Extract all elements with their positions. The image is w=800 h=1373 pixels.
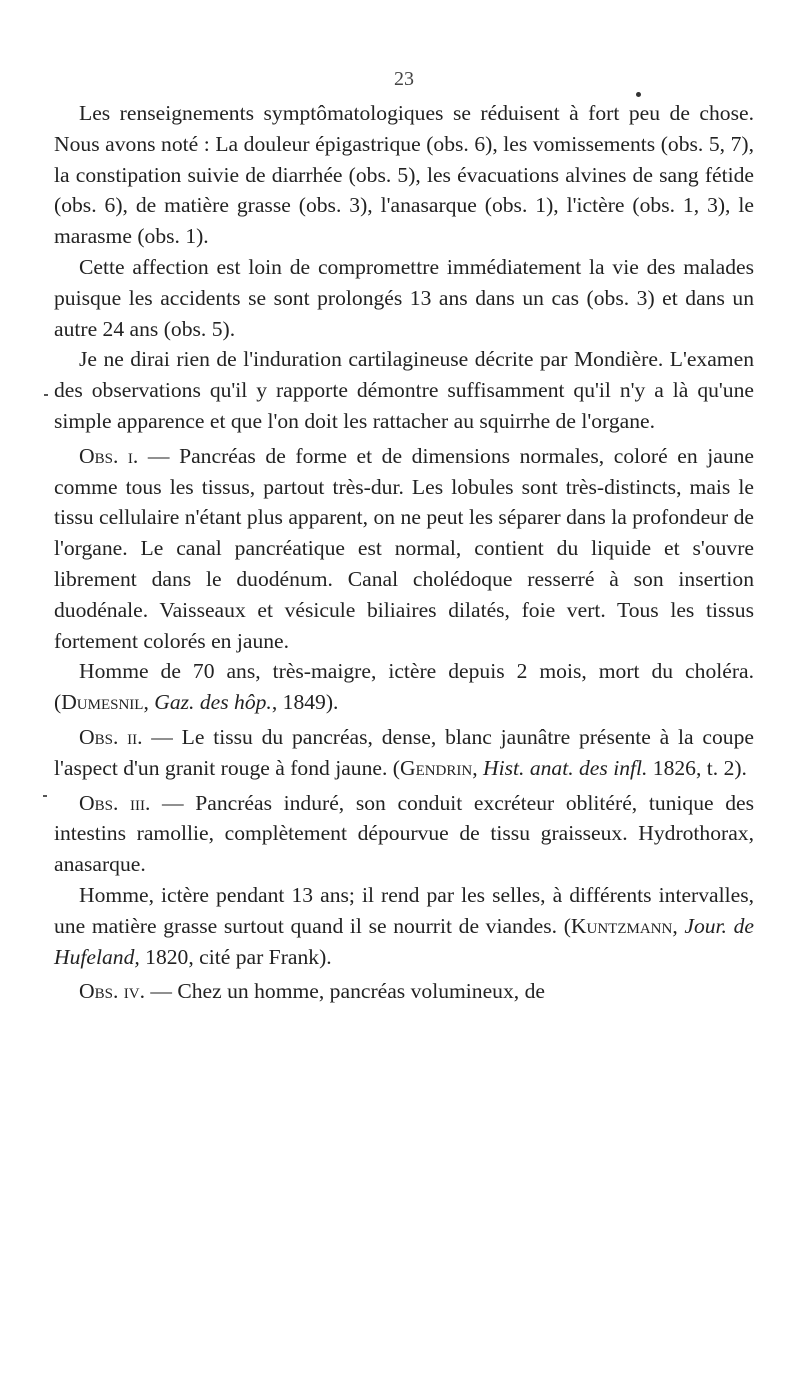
observation-text: — Le tissu du pancréas, dense, blanc jaunâtre présente à la coupe l'aspect d'un granit rouge à fond jaune. ( bbox=[54, 724, 754, 780]
ink-dot bbox=[636, 92, 641, 97]
paragraph-induration: Je ne dirai rien de l'induration cartilagineuse décrite par Mondière. L'examen des observations qu'il y rapporte démontre suffisamment qu'il n'y a là qu'une simple apparence et que l'on doit les rattacher au squirrhe de l'organe. bbox=[54, 347, 754, 433]
citation-author: Gendrin bbox=[399, 755, 473, 780]
observation-text: — Chez un homme, pancréas volumineux, de bbox=[144, 979, 545, 1004]
paragraph-symptoms: Les renseignements symptômatologiques se réduisent à fort peu de chose. Nous avons noté : La douleur épigastrique (obs. 6), les vomissements (obs. 5, 7), la constipation suivie de diarrhée (obs. 5), les évacuations alvines de sang fétide (obs. 6), de matière grasse (obs. 3), l'anasarque (obs. 1), l'ictère (obs. 1, 3), le marasme (obs. 1). bbox=[54, 101, 754, 249]
citation-source: Jour. de Hufeland, bbox=[54, 913, 754, 969]
paragraph-duration: Cette affection est loin de compromettre immédiatement la vie des malades puisque les accidents se sont prolongés 13 ans dans un cas (obs. 3) et dans un autre 24 ans (obs. 5). bbox=[54, 254, 754, 341]
observation-label: Obs. iv. bbox=[79, 979, 145, 1004]
citation-separator: , bbox=[143, 690, 155, 715]
observation-label: Obs. ii. bbox=[79, 724, 143, 749]
citation-separator: , bbox=[472, 755, 484, 780]
citation-source: Gaz. des hôp. bbox=[154, 690, 272, 715]
margin-mark bbox=[43, 795, 47, 797]
citation-tail: 1826, t. 2). bbox=[647, 755, 747, 780]
observation-3-patient bbox=[54, 880, 754, 972]
observation-text: — Pancréas induré, son conduit excréteur oblitéré, tunique des intestins ramollie, complètement dépourvue de tissu graisseux. Hydrothorax, anasarque. bbox=[54, 790, 755, 877]
margin-mark bbox=[44, 394, 48, 396]
observation-2 bbox=[54, 722, 754, 784]
citation-source: Hist. anat. des infl. bbox=[483, 755, 648, 780]
citation-author: Dumesnil bbox=[61, 690, 144, 715]
patient-description: Homme, ictère pendant 13 ans; il rend par les selles, à différents intervalles, une matière grasse surtout quand il se nourrit de viandes. ( bbox=[54, 882, 754, 938]
page-number: 23 bbox=[394, 68, 414, 90]
patient-description: Homme de 70 ans, très-maigre, ictère depuis 2 mois, mort du choléra. ( bbox=[54, 659, 754, 715]
observation-4 bbox=[54, 976, 754, 1007]
citation-separator: , bbox=[672, 913, 685, 938]
observation-label: Obs. iii. bbox=[79, 790, 151, 815]
citation-tail: , 1849). bbox=[271, 690, 339, 715]
observation-label: Obs. i. bbox=[79, 443, 139, 468]
body-text bbox=[54, 98, 754, 1007]
citation-tail: 1820, cité par Frank). bbox=[139, 944, 332, 969]
observation-1 bbox=[54, 441, 754, 657]
observation-text: — Pancréas de forme et de dimensions normales, coloré en jaune comme tous les tissus, partout très-dur. Les lobules sont très-distincts, mais le tissu cellulaire n'étant plus apparent, on ne peut les séparer dans la profondeur de l'organe. Le canal pancréatique est normal, contient du liquide et s'ouvre librement dans le duodénum. Canal cholédoque resserré à son insertion duodénale. Vaisseaux et vésicule biliaires dilatés, foie vert. Tous les tissus fortement colorés en jaune. bbox=[54, 443, 755, 653]
observation-3 bbox=[54, 788, 754, 880]
citation-author: Kuntzmann bbox=[570, 913, 673, 938]
observation-1-patient bbox=[54, 656, 754, 718]
